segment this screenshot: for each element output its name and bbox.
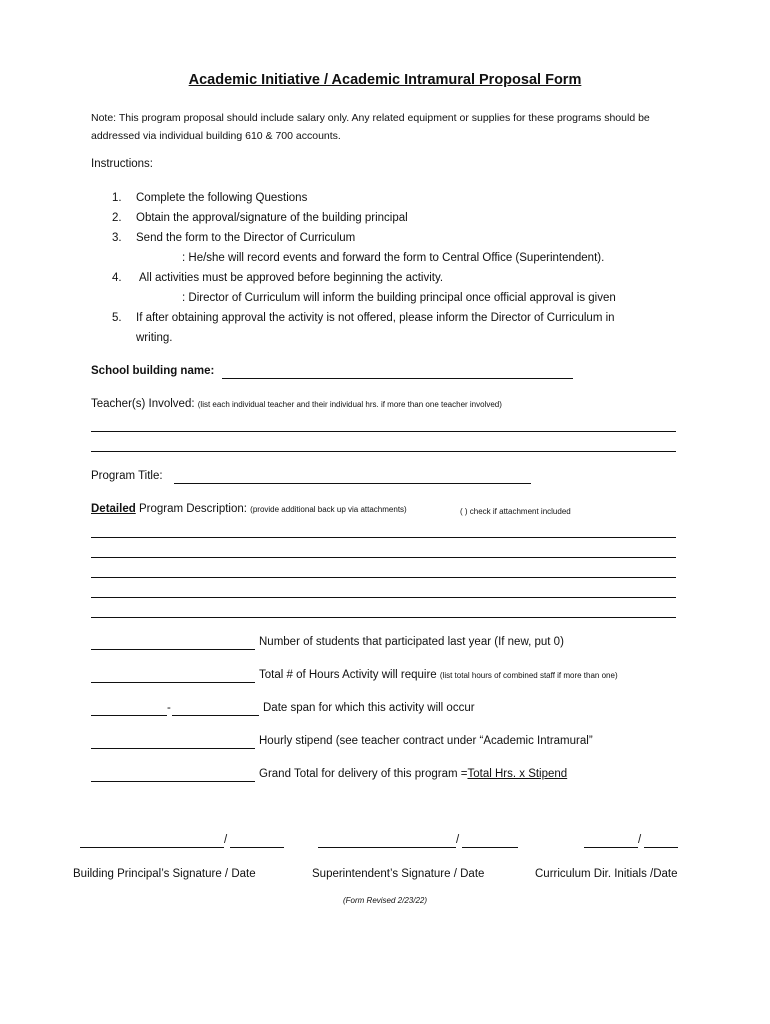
superintendent-date-field[interactable] (462, 847, 518, 848)
curriculum-slash: / (638, 834, 642, 846)
instruction-text: All activities must be approved before beginning the activity. (139, 272, 444, 284)
program-title-label: Program Title: (91, 470, 163, 482)
grand-total-field[interactable] (91, 781, 255, 782)
principal-date-field[interactable] (230, 847, 284, 848)
description-field-line-3[interactable] (91, 577, 676, 578)
teachers-field-line-1[interactable] (91, 431, 676, 432)
attachment-checkbox[interactable]: ( ) check if attachment included (460, 507, 571, 516)
description-label-bold: Detailed (91, 503, 136, 515)
instruction-number: 2. (112, 212, 122, 224)
instruction-text: If after obtaining approval the activity is not offered, please inform the Director of Curriculum in (136, 312, 615, 324)
curriculum-initials-label: Curriculum Dir. Initials /Date (535, 868, 678, 880)
hours-label-text: Total # of Hours Activity will require (259, 669, 437, 681)
instructions-heading: Instructions: (91, 158, 153, 170)
school-building-field[interactable] (222, 378, 573, 379)
description-hint: (provide additional back up via attachments) (250, 505, 407, 514)
instruction-number: 5. (112, 312, 122, 324)
note-text: Note: This program proposal should include salary only. Any related equipment or supplies for these programs should be addressed via individual building 610 & 700 accounts. (91, 112, 650, 142)
teachers-label (91, 398, 502, 410)
description-field-line-2[interactable] (91, 557, 676, 558)
grand-total-text: Grand Total for delivery of this program = (259, 768, 468, 780)
description-field-line-1[interactable] (91, 537, 676, 538)
superintendent-slash: / (456, 834, 460, 846)
students-field[interactable] (91, 649, 255, 650)
principal-slash: / (224, 834, 228, 846)
instruction-number: 4. (112, 272, 122, 284)
instruction-text: Complete the following Questions (136, 192, 308, 204)
hours-field[interactable] (91, 682, 255, 683)
date-span-separator: - (167, 702, 171, 714)
students-label: Number of students that participated last year (If new, put 0) (259, 636, 564, 648)
instruction-text: Obtain the approval/signature of the building principal (136, 212, 408, 224)
description-label-rest: Program Description: (135, 503, 247, 515)
school-building-label: School building name: (91, 365, 215, 377)
revision-note: (Form Revised 2/23/22) (342, 896, 428, 905)
stipend-field[interactable] (91, 748, 255, 749)
form-title: Academic Initiative / Academic Intramural Proposal Form (188, 72, 582, 88)
instruction-text-continued: writing. (136, 332, 173, 344)
superintendent-signature-label: Superintendent’s Signature / Date (312, 868, 485, 880)
grand-total-formula: Total Hrs. x Stipend (467, 768, 568, 780)
teachers-label-text: Teacher(s) Involved: (91, 398, 195, 410)
hours-label (259, 669, 618, 681)
instruction-text: Send the form to the Director of Curriculum (136, 232, 356, 244)
date-span-start-field[interactable] (91, 715, 167, 716)
superintendent-signature-field[interactable] (318, 847, 456, 848)
principal-signature-field[interactable] (80, 847, 224, 848)
description-field-line-5[interactable] (91, 617, 676, 618)
instruction-subnote: : Director of Curriculum will inform the building principal once official approval is given (182, 292, 616, 304)
description-label (91, 503, 407, 515)
principal-signature-label: Building Principal’s Signature / Date (73, 868, 256, 880)
date-span-label: Date span for which this activity will occur (263, 702, 475, 714)
teachers-hint: (list each individual teacher and their individual hrs. if more than one teacher involved) (197, 400, 502, 409)
grand-total-label (259, 768, 567, 780)
curriculum-initials-field[interactable] (584, 847, 638, 848)
curriculum-date-field[interactable] (644, 847, 678, 848)
instruction-subnote: : He/she will record events and forward the form to Central Office (Superintendent). (182, 252, 605, 264)
hours-hint: (list total hours of combined staff if more than one) (439, 671, 618, 680)
teachers-field-line-2[interactable] (91, 451, 676, 452)
description-field-line-4[interactable] (91, 597, 676, 598)
instruction-number: 3. (112, 232, 122, 244)
date-span-end-field[interactable] (172, 715, 259, 716)
instruction-number: 1. (112, 192, 122, 204)
stipend-label: Hourly stipend (see teacher contract under “Academic Intramural” (259, 735, 593, 747)
program-title-field[interactable] (174, 483, 531, 484)
